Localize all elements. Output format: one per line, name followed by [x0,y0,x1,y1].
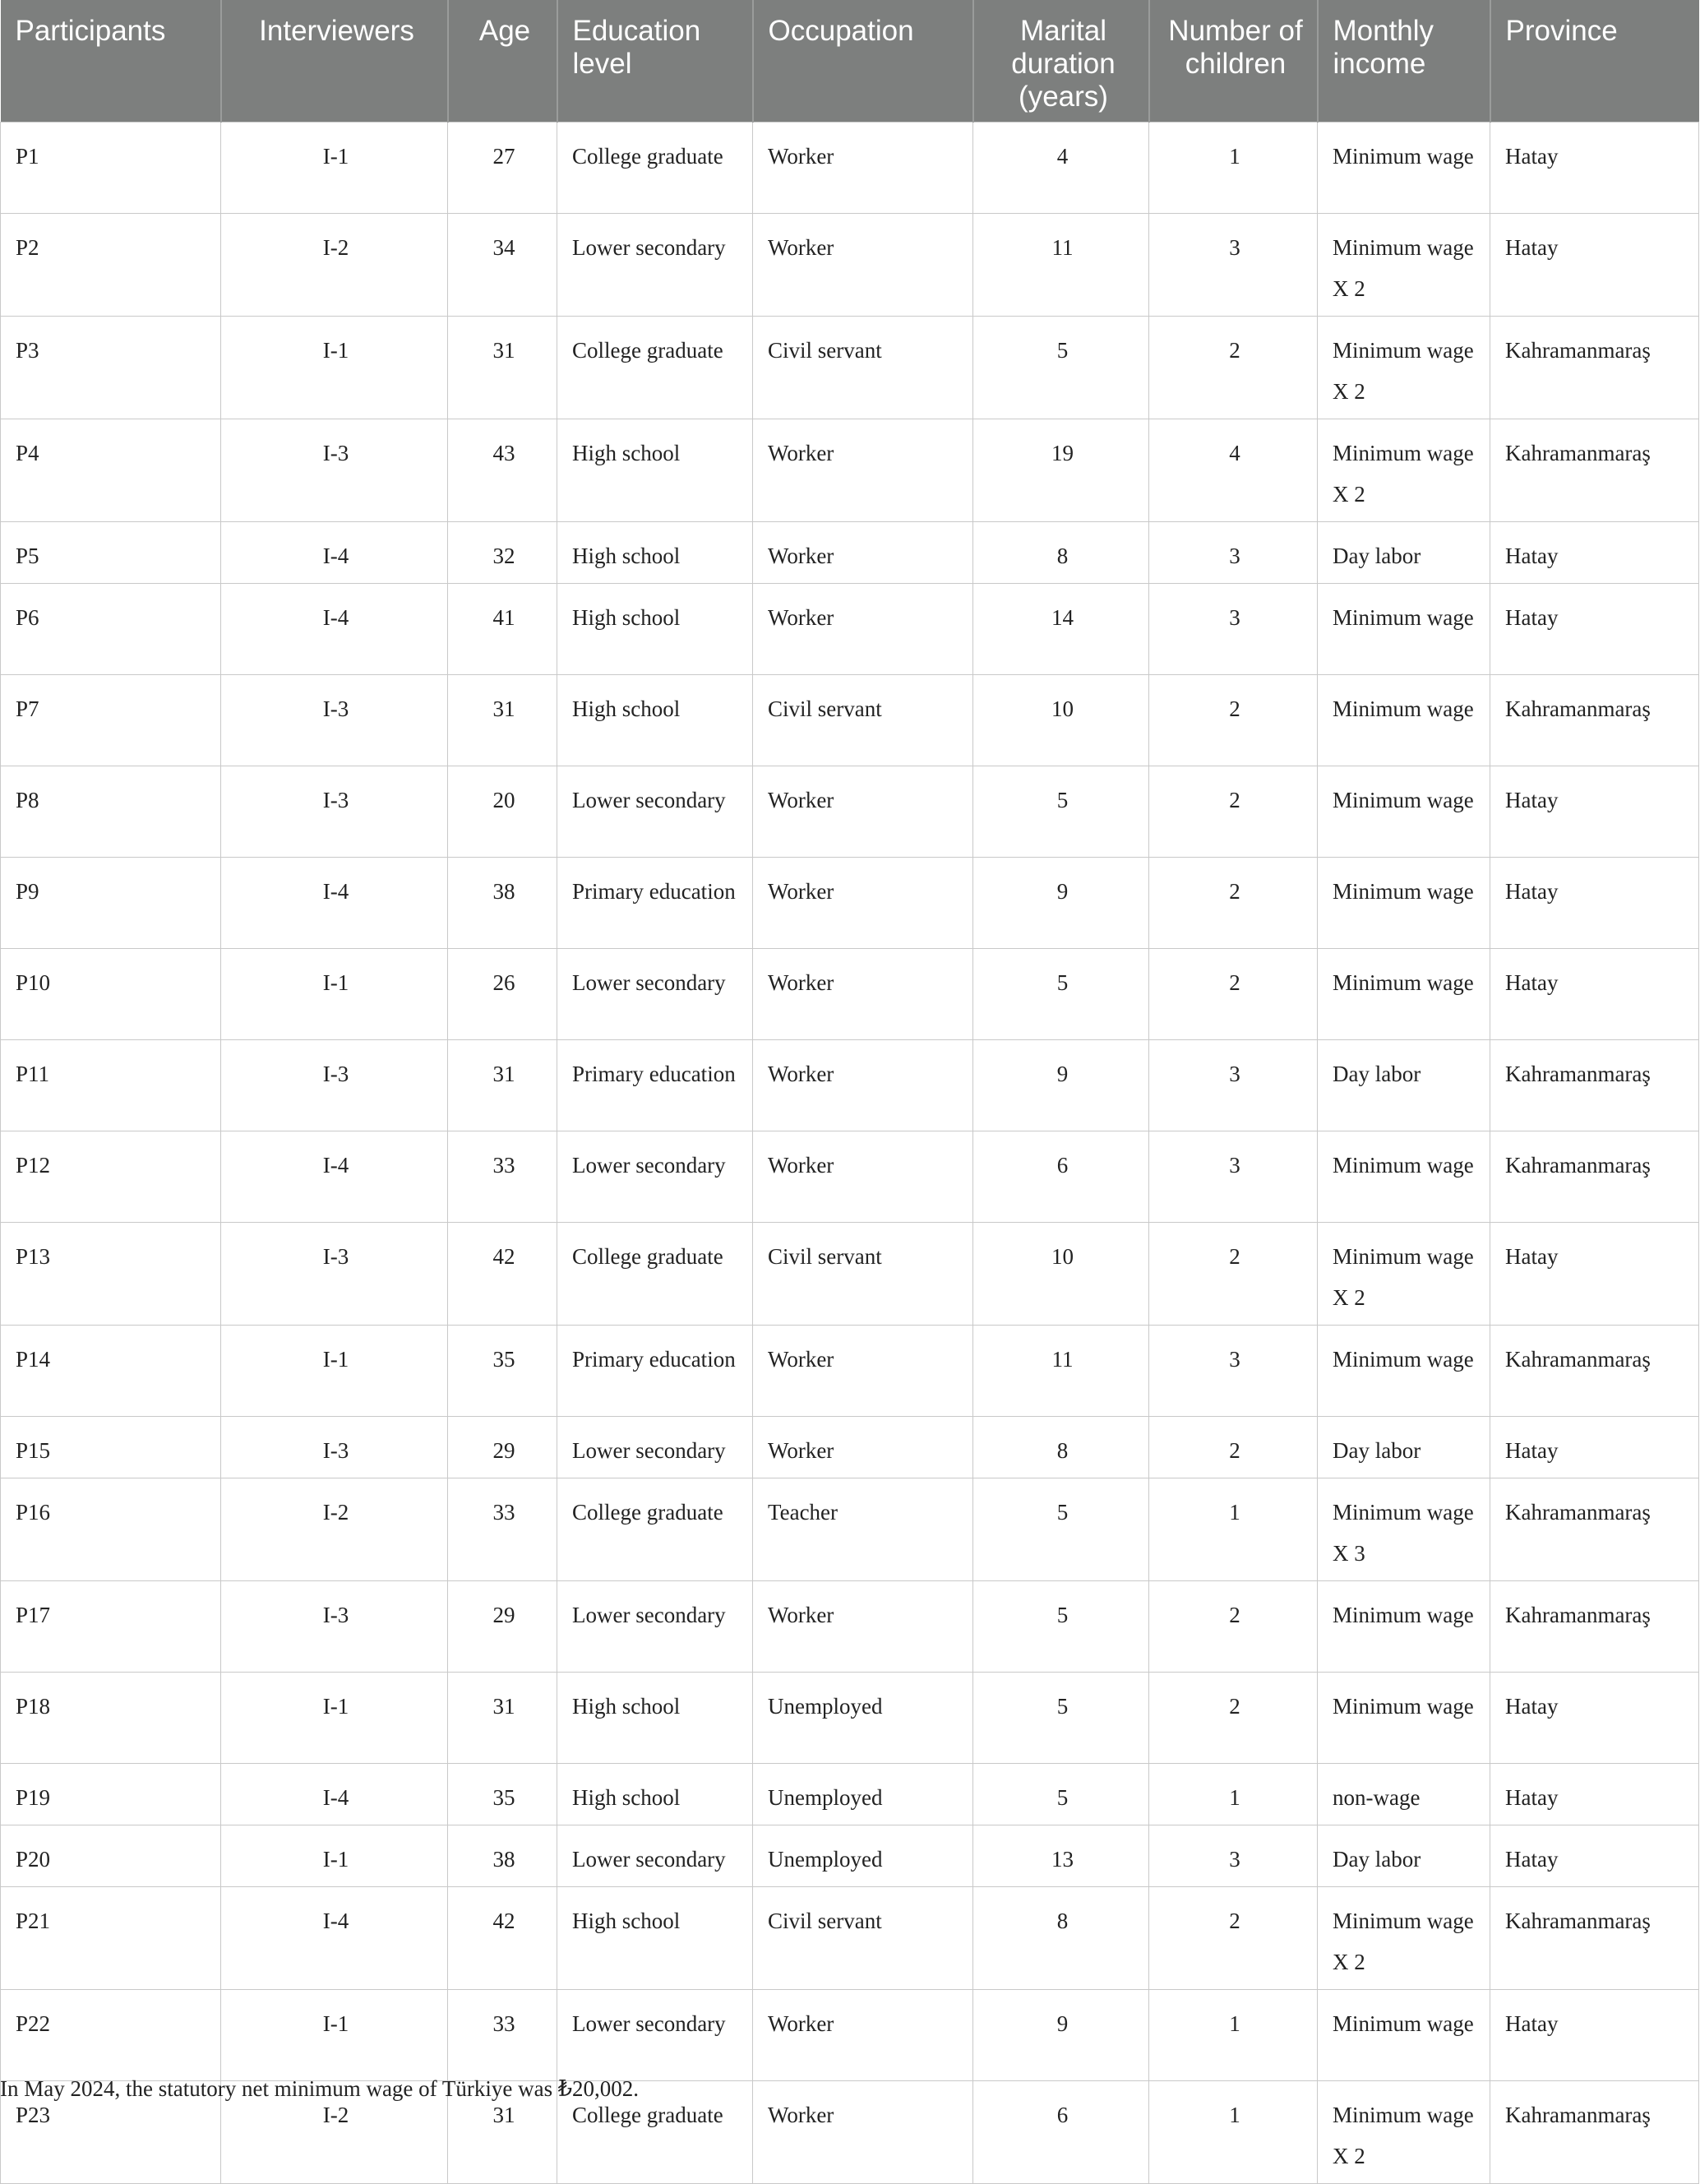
table-row [1,1764,1699,1825]
cell-province: Kahramanmaraş [1490,2081,1699,2184]
cell-occupation: Worker [753,1040,973,1131]
cell-number-of-children: 2 [1149,949,1318,1040]
cell-marital-duration: 6 [973,2081,1149,2184]
table-row [1,584,1699,675]
cell-monthly-income: Minimum wage X 2 [1318,419,1490,522]
table-row [1,317,1699,419]
table-row [1,1990,1699,2081]
cell-province: Kahramanmaraş [1490,1887,1699,1990]
cell-interviewer: I-4 [221,858,448,949]
cell-age: 35 [448,1326,557,1417]
cell-monthly-income: Minimum wage [1318,123,1490,214]
cell-monthly-income: Minimum wage X 3 [1318,1478,1490,1581]
cell-age: 31 [448,317,557,419]
cell-monthly-income: Day labor [1318,1825,1490,1887]
cell-occupation: Worker [753,419,973,522]
table-row [1,1326,1699,1417]
cell-interviewer: I-1 [221,949,448,1040]
cell-age: 31 [448,1040,557,1131]
cell-occupation: Worker [753,123,973,214]
cell-monthly-income: Day labor [1318,1417,1490,1478]
cell-marital-duration: 8 [973,522,1149,584]
table-header [1,0,1699,123]
cell-number-of-children: 2 [1149,858,1318,949]
cell-education-level: College graduate [557,123,753,214]
cell-age: 31 [448,2081,557,2184]
cell-marital-duration: 9 [973,1040,1149,1131]
cell-occupation: Civil servant [753,1223,973,1326]
cell-education-level: High school [557,1887,753,1990]
table-row [1,949,1699,1040]
cell-participant: P11 [1,1040,221,1131]
cell-age: 33 [448,1131,557,1223]
cell-occupation: Worker [753,1990,973,2081]
cell-number-of-children: 2 [1149,766,1318,858]
cell-education-level: High school [557,419,753,522]
cell-number-of-children: 2 [1149,1581,1318,1673]
cell-number-of-children: 2 [1149,1887,1318,1990]
cell-age: 35 [448,1764,557,1825]
cell-number-of-children: 1 [1149,1764,1318,1825]
cell-participant: P17 [1,1581,221,1673]
cell-participant: P3 [1,317,221,419]
header-province: Province [1490,0,1699,123]
cell-province: Kahramanmaraş [1490,1040,1699,1131]
cell-interviewer: I-4 [221,1764,448,1825]
cell-province: Hatay [1490,214,1699,317]
cell-monthly-income: Minimum wage X 2 [1318,214,1490,317]
cell-occupation: Worker [753,2081,973,2184]
table-row [1,675,1699,766]
cell-monthly-income: Minimum wage [1318,1673,1490,1764]
table-row [1,766,1699,858]
cell-province: Hatay [1490,1417,1699,1478]
cell-number-of-children: 1 [1149,123,1318,214]
cell-interviewer: I-4 [221,1887,448,1990]
cell-interviewer: I-3 [221,1417,448,1478]
cell-participant: P1 [1,123,221,214]
cell-number-of-children: 3 [1149,1040,1318,1131]
cell-marital-duration: 13 [973,1825,1149,1887]
cell-participant: P8 [1,766,221,858]
cell-age: 42 [448,1223,557,1326]
cell-province: Hatay [1490,1673,1699,1764]
cell-occupation: Unemployed [753,1825,973,1887]
cell-age: 31 [448,675,557,766]
cell-monthly-income: Minimum wage [1318,949,1490,1040]
cell-occupation: Worker [753,766,973,858]
cell-number-of-children: 3 [1149,1825,1318,1887]
cell-number-of-children: 2 [1149,675,1318,766]
cell-age: 38 [448,1825,557,1887]
table-row [1,1478,1699,1581]
cell-age: 43 [448,419,557,522]
cell-participant: P12 [1,1131,221,1223]
cell-number-of-children: 3 [1149,584,1318,675]
cell-interviewer: I-2 [221,1478,448,1581]
cell-marital-duration: 9 [973,1990,1149,2081]
cell-occupation: Unemployed [753,1764,973,1825]
header-monthly-income: Monthly income [1318,0,1490,123]
cell-education-level: Lower secondary [557,1581,753,1673]
cell-education-level: Primary education [557,1326,753,1417]
header-interviewers: Interviewers [221,0,448,123]
table-row [1,1131,1699,1223]
cell-age: 20 [448,766,557,858]
cell-interviewer: I-3 [221,1223,448,1326]
cell-education-level: College graduate [557,1478,753,1581]
cell-interviewer: I-1 [221,1673,448,1764]
cell-number-of-children: 3 [1149,1131,1318,1223]
cell-province: Hatay [1490,522,1699,584]
cell-province: Kahramanmaraş [1490,1326,1699,1417]
cell-number-of-children: 1 [1149,2081,1318,2184]
cell-education-level: Lower secondary [557,1417,753,1478]
cell-monthly-income: Minimum wage [1318,584,1490,675]
cell-province: Kahramanmaraş [1490,1478,1699,1581]
cell-education-level: Lower secondary [557,766,753,858]
header-row [1,0,1699,123]
cell-occupation: Teacher [753,1478,973,1581]
cell-education-level: High school [557,584,753,675]
table-row [1,1887,1699,1990]
cell-marital-duration: 19 [973,419,1149,522]
cell-province: Kahramanmaraş [1490,1131,1699,1223]
cell-marital-duration: 5 [973,1764,1149,1825]
cell-participant: P14 [1,1326,221,1417]
cell-monthly-income: Minimum wage X 2 [1318,2081,1490,2184]
cell-marital-duration: 5 [973,766,1149,858]
cell-marital-duration: 5 [973,1673,1149,1764]
table-row [1,1223,1699,1326]
cell-age: 42 [448,1887,557,1990]
cell-education-level: Primary education [557,1040,753,1131]
cell-participant: P23 [1,2081,221,2184]
cell-age: 29 [448,1581,557,1673]
cell-participant: P22 [1,1990,221,2081]
table-row [1,1673,1699,1764]
cell-occupation: Worker [753,1417,973,1478]
cell-occupation: Worker [753,214,973,317]
cell-monthly-income: Minimum wage X 2 [1318,1887,1490,1990]
cell-education-level: High school [557,1673,753,1764]
cell-interviewer: I-4 [221,522,448,584]
cell-number-of-children: 2 [1149,317,1318,419]
cell-occupation: Worker [753,949,973,1040]
cell-monthly-income: Day labor [1318,522,1490,584]
cell-marital-duration: 5 [973,1581,1149,1673]
cell-interviewer: I-3 [221,766,448,858]
cell-participant: P5 [1,522,221,584]
cell-age: 27 [448,123,557,214]
cell-age: 31 [448,1673,557,1764]
cell-education-level: College graduate [557,2081,753,2184]
cell-number-of-children: 3 [1149,214,1318,317]
cell-marital-duration: 11 [973,1326,1149,1417]
cell-education-level: Lower secondary [557,949,753,1040]
cell-province: Hatay [1490,584,1699,675]
table-row [1,1040,1699,1131]
cell-interviewer: I-1 [221,1990,448,2081]
cell-occupation: Worker [753,584,973,675]
cell-monthly-income: Minimum wage X 2 [1318,1223,1490,1326]
cell-interviewer: I-3 [221,675,448,766]
cell-interviewer: I-2 [221,214,448,317]
table-row [1,214,1699,317]
cell-education-level: High school [557,1764,753,1825]
cell-marital-duration: 5 [973,949,1149,1040]
cell-occupation: Civil servant [753,675,973,766]
table-footnote: In May 2024, the statutory net minimum wage of Türkiye was ₺20,002. [0,2076,640,2101]
cell-occupation: Worker [753,858,973,949]
cell-province: Hatay [1490,858,1699,949]
cell-province: Hatay [1490,1764,1699,1825]
cell-age: 33 [448,1990,557,2081]
cell-education-level: High school [557,675,753,766]
cell-education-level: High school [557,522,753,584]
cell-number-of-children: 3 [1149,522,1318,584]
cell-age: 38 [448,858,557,949]
table-row [1,858,1699,949]
cell-interviewer: I-3 [221,1040,448,1131]
cell-occupation: Civil servant [753,317,973,419]
cell-monthly-income: Minimum wage X 2 [1318,317,1490,419]
cell-province: Kahramanmaraş [1490,317,1699,419]
cell-marital-duration: 10 [973,675,1149,766]
cell-interviewer: I-4 [221,1131,448,1223]
cell-number-of-children: 4 [1149,419,1318,522]
cell-occupation: Worker [753,1581,973,1673]
cell-participant: P9 [1,858,221,949]
table-row [1,419,1699,522]
cell-marital-duration: 11 [973,214,1149,317]
cell-number-of-children: 2 [1149,1223,1318,1326]
cell-age: 33 [448,1478,557,1581]
cell-marital-duration: 6 [973,1131,1149,1223]
cell-interviewer: I-1 [221,317,448,419]
cell-monthly-income: Minimum wage [1318,766,1490,858]
cell-interviewer: I-1 [221,1326,448,1417]
cell-marital-duration: 5 [973,317,1149,419]
cell-occupation: Worker [753,522,973,584]
cell-age: 34 [448,214,557,317]
cell-education-level: Lower secondary [557,1825,753,1887]
header-marital-duration: Marital duration (years) [973,0,1149,123]
cell-number-of-children: 2 [1149,1417,1318,1478]
cell-marital-duration: 14 [973,584,1149,675]
cell-occupation: Civil servant [753,1887,973,1990]
cell-province: Hatay [1490,949,1699,1040]
cell-participant: P4 [1,419,221,522]
cell-education-level: Primary education [557,858,753,949]
table-row [1,1581,1699,1673]
header-occupation: Occupation [753,0,973,123]
cell-education-level: College graduate [557,317,753,419]
cell-marital-duration: 10 [973,1223,1149,1326]
cell-province: Hatay [1490,1825,1699,1887]
header-age: Age [448,0,557,123]
table-row [1,1417,1699,1478]
cell-monthly-income: non-wage [1318,1764,1490,1825]
cell-interviewer: I-2 [221,2081,448,2184]
table-row [1,1825,1699,1887]
cell-occupation: Worker [753,1131,973,1223]
cell-age: 29 [448,1417,557,1478]
header-education-level: Education level [557,0,753,123]
cell-province: Hatay [1490,1223,1699,1326]
cell-age: 41 [448,584,557,675]
cell-interviewer: I-3 [221,419,448,522]
cell-participant: P2 [1,214,221,317]
cell-education-level: Lower secondary [557,214,753,317]
cell-monthly-income: Minimum wage [1318,1581,1490,1673]
cell-education-level: College graduate [557,1223,753,1326]
cell-age: 26 [448,949,557,1040]
cell-number-of-children: 2 [1149,1673,1318,1764]
cell-age: 32 [448,522,557,584]
cell-interviewer: I-1 [221,1825,448,1887]
cell-interviewer: I-3 [221,1581,448,1673]
cell-participant: P21 [1,1887,221,1990]
cell-monthly-income: Minimum wage [1318,1131,1490,1223]
table-row [1,522,1699,584]
cell-education-level: Lower secondary [557,1990,753,2081]
cell-participant: P18 [1,1673,221,1764]
cell-participant: P10 [1,949,221,1040]
cell-province: Hatay [1490,123,1699,214]
cell-province: Hatay [1490,766,1699,858]
cell-marital-duration: 8 [973,1417,1149,1478]
cell-education-level: Lower secondary [557,1131,753,1223]
table-body [1,123,1699,2184]
cell-number-of-children: 3 [1149,1326,1318,1417]
cell-marital-duration: 9 [973,858,1149,949]
cell-participant: P19 [1,1764,221,1825]
cell-participant: P13 [1,1223,221,1326]
cell-monthly-income: Minimum wage [1318,675,1490,766]
cell-marital-duration: 8 [973,1887,1149,1990]
cell-participant: P16 [1,1478,221,1581]
cell-province: Kahramanmaraş [1490,419,1699,522]
cell-monthly-income: Day labor [1318,1040,1490,1131]
cell-marital-duration: 4 [973,123,1149,214]
cell-monthly-income: Minimum wage [1318,1326,1490,1417]
cell-monthly-income: Minimum wage [1318,1990,1490,2081]
cell-marital-duration: 5 [973,1478,1149,1581]
cell-participant: P20 [1,1825,221,1887]
cell-monthly-income: Minimum wage [1318,858,1490,949]
cell-interviewer: I-1 [221,123,448,214]
cell-province: Kahramanmaraş [1490,675,1699,766]
table-row [1,123,1699,214]
cell-province: Hatay [1490,1990,1699,2081]
cell-interviewer: I-4 [221,584,448,675]
cell-number-of-children: 1 [1149,1990,1318,2081]
cell-occupation: Worker [753,1326,973,1417]
cell-participant: P15 [1,1417,221,1478]
header-number-of-children: Number of children [1149,0,1318,123]
cell-occupation: Unemployed [753,1673,973,1764]
cell-province: Kahramanmaraş [1490,1581,1699,1673]
header-participants: Participants [1,0,221,123]
cell-participant: P7 [1,675,221,766]
cell-number-of-children: 1 [1149,1478,1318,1581]
cell-participant: P6 [1,584,221,675]
